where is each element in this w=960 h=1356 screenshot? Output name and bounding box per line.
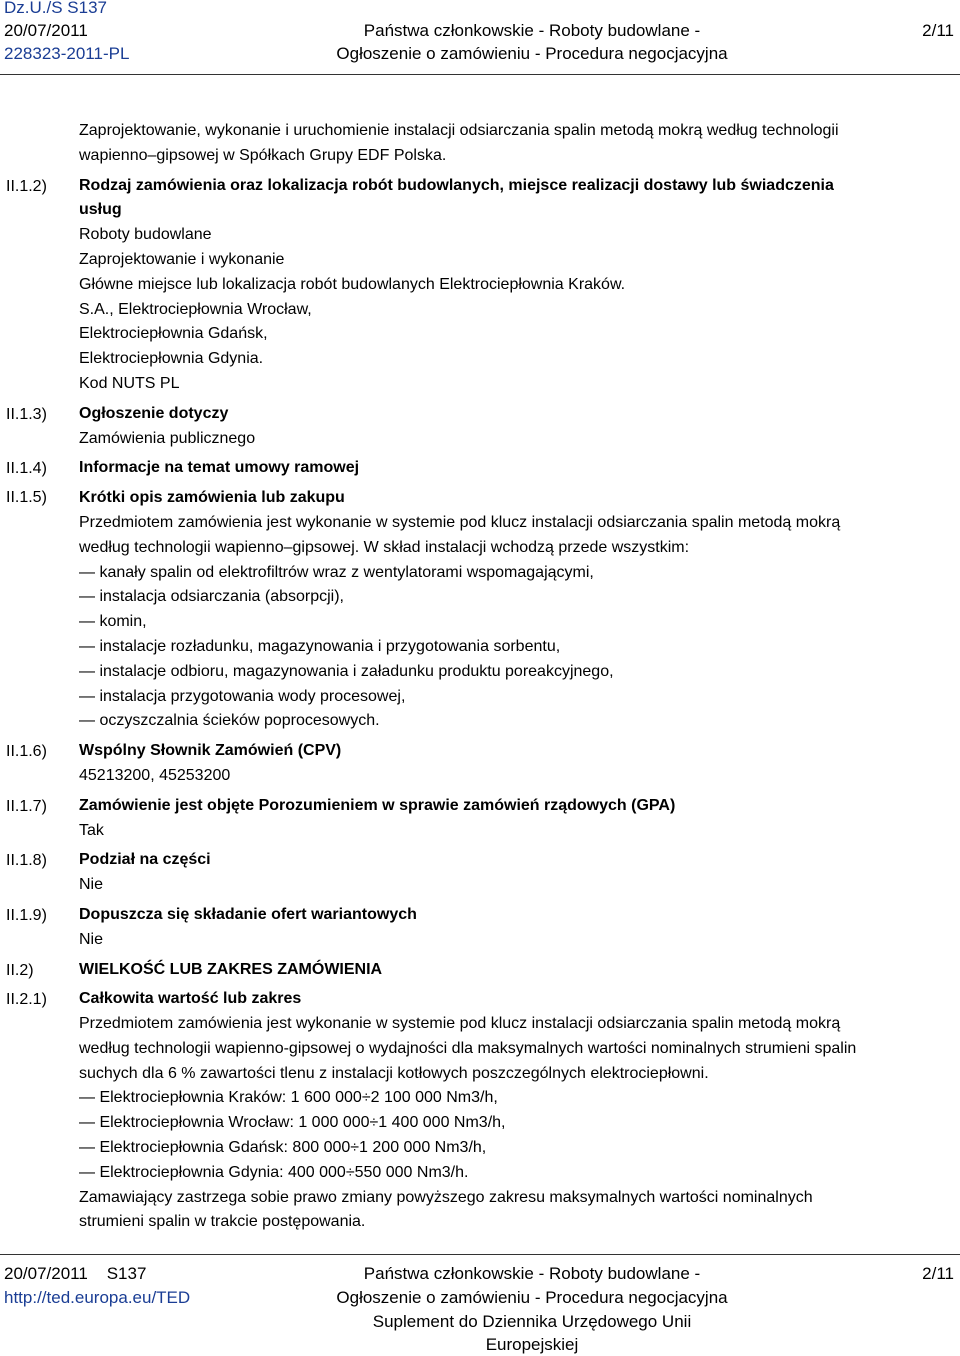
footer-divider xyxy=(0,1254,960,1255)
section-heading: Zamówienie jest objęte Porozumieniem w sprawie zamówień rządowych (GPA) xyxy=(79,796,676,814)
section-value: Zamówienia publicznego xyxy=(79,429,256,447)
header-title-line2: Ogłoszenie o zamówieniu - Procedura negocjacyjna xyxy=(336,44,728,63)
header-page-number: 2/11 xyxy=(922,21,954,40)
section-value: Przedmiotem zamówienia jest wykonanie w systemie pod klucz instalacji odsiarczania spalin metodą mokrą xyxy=(79,1015,841,1033)
notice-body xyxy=(79,119,939,1235)
list-item: — kanały spalin od elektrofiltrów wraz z wentylatorami wspomagającymi, xyxy=(79,563,594,581)
notice-number-link[interactable]: 228323-2011-PL xyxy=(4,44,130,63)
section-value: Główne miejsce lub lokalizacja robót budowlanych Elektrociepłownia Kraków. xyxy=(79,275,626,293)
contract-title-line: wapienno–gipsowej w Spółkach Grupy EDF Polska. xyxy=(79,146,447,164)
section-heading: Krótki opis zamówienia lub zakupu xyxy=(79,489,345,507)
section-number: II.2) xyxy=(6,962,34,979)
footer-date-series: 20/07/2011 S137 xyxy=(4,1264,147,1283)
section-number: II.1.8) xyxy=(6,852,47,869)
section-heading: WIELKOŚĆ LUB ZAKRES ZAMÓWIENIA xyxy=(79,960,383,978)
page-header xyxy=(0,0,960,75)
list-item: — Elektrociepłownia Wrocław: 1 000 000÷1 400 000 Nm3/h, xyxy=(79,1114,506,1132)
header-date: 20/07/2011 xyxy=(4,21,88,40)
section-value: według technologii wapienno–gipsowej. W skład instalacji wchodzą przede wszystkim: xyxy=(79,538,690,556)
section-heading: Wspólny Słownik Zamówień (CPV) xyxy=(79,742,342,760)
footer-title-line1: Państwa członkowskie - Roboty budowlane - xyxy=(363,1264,701,1283)
section-number: II.1.9) xyxy=(6,907,47,924)
section-value: strumieni spalin w trakcie postępowania. xyxy=(79,1213,366,1231)
section-number: II.1.3) xyxy=(6,406,47,423)
section-number: II.1.6) xyxy=(6,743,47,760)
section-heading: Dopuszcza się składanie ofert wariantowych xyxy=(79,905,417,923)
list-item: — instalacja odsiarczania (absorpcji), xyxy=(79,588,344,606)
list-item: — oczyszczalnia ścieków poprocesowych. xyxy=(79,712,380,730)
section-number: II.1.7) xyxy=(6,798,47,815)
section-value: Zamawiający zastrzega sobie prawo zmiany powyższego zakresu maksymalnych wartości nominalnych xyxy=(79,1188,813,1206)
section-heading: Ogłoszenie dotyczy xyxy=(79,404,229,422)
section-value: Elektrociepłownia Gdańsk, xyxy=(79,325,268,343)
section-value: według technologii wapienno-gipsowej o wydajności dla maksymalnych wartości nominalnych strumieni spalin xyxy=(79,1039,857,1057)
section-value: Nie xyxy=(79,930,104,948)
footer-page-number: 2/11 xyxy=(922,1264,954,1283)
section-value: Kod NUTS PL xyxy=(79,374,180,392)
contract-title-line: Zaprojektowanie, wykonanie i uruchomienie instalacji odsiarczania spalin metodą mokrą według technologii xyxy=(79,122,839,139)
list-item: — komin, xyxy=(79,613,147,631)
section-number: II.1.5) xyxy=(6,489,47,506)
section-value: suchych dla 6 % zawartości tlenu z instalacji kotłowych poszczególnych elektrociepłowni. xyxy=(79,1064,709,1082)
section-value: Roboty budowlane xyxy=(79,226,212,244)
section-heading: Całkowita wartość lub zakres xyxy=(79,990,302,1008)
list-item: — Elektrociepłownia Gdańsk: 800 000÷1 200 000 Nm3/h, xyxy=(79,1139,487,1157)
section-value: 45213200, 45253200 xyxy=(79,766,231,784)
page-footer xyxy=(0,1262,960,1354)
section-value: Elektrociepłownia Gdynia. xyxy=(79,350,264,368)
section-number: II.2.1) xyxy=(6,991,47,1008)
footer-title-line2: Ogłoszenie o zamówieniu - Procedura negocjacyjna xyxy=(336,1288,728,1307)
section-heading: Informacje na temat umowy ramowej xyxy=(79,459,360,477)
section-value: Tak xyxy=(79,821,104,839)
list-item: — instalacje odbioru, magazynowania i załadunku produktu poreakcyjnego, xyxy=(79,662,614,680)
section-heading: Rodzaj zamówienia oraz lokalizacja robót budowlanych, miejsce realizacji dostawy lub świadczenia xyxy=(79,176,834,194)
header-title-line1: Państwa członkowskie - Roboty budowlane - xyxy=(363,21,701,40)
section-value: Zaprojektowanie i wykonanie xyxy=(79,250,285,268)
list-item: — Elektrociepłownia Gdynia: 400 000÷550 000 Nm3/h. xyxy=(79,1163,469,1181)
section-heading: Podział na części xyxy=(79,851,211,869)
list-item: — instalacje rozładunku, magazynowania i przygotowania sorbentu, xyxy=(79,637,561,655)
ted-link[interactable]: http://ted.europa.eu/TED xyxy=(4,1288,191,1307)
section-heading: usług xyxy=(79,201,122,219)
section-number: II.1.4) xyxy=(6,460,47,477)
oj-reference-link[interactable]: Dz.U./S S137 xyxy=(4,0,107,17)
list-item: — Elektrociepłownia Kraków: 1 600 000÷2 100 000 Nm3/h, xyxy=(79,1089,498,1107)
footer-title-line3: Suplement do Dziennika Urzędowego Unii Europejskiej xyxy=(372,1312,692,1354)
section-number: II.1.2) xyxy=(6,178,47,195)
list-item: — instalacja przygotowania wody procesowej, xyxy=(79,687,406,705)
section-value: Przedmiotem zamówienia jest wykonanie w systemie pod klucz instalacji odsiarczania spalin metodą mokrą xyxy=(79,513,841,531)
section-value: Nie xyxy=(79,876,104,894)
section-value: S.A., Elektrociepłownia Wrocław, xyxy=(79,300,312,318)
header-divider xyxy=(0,74,960,75)
